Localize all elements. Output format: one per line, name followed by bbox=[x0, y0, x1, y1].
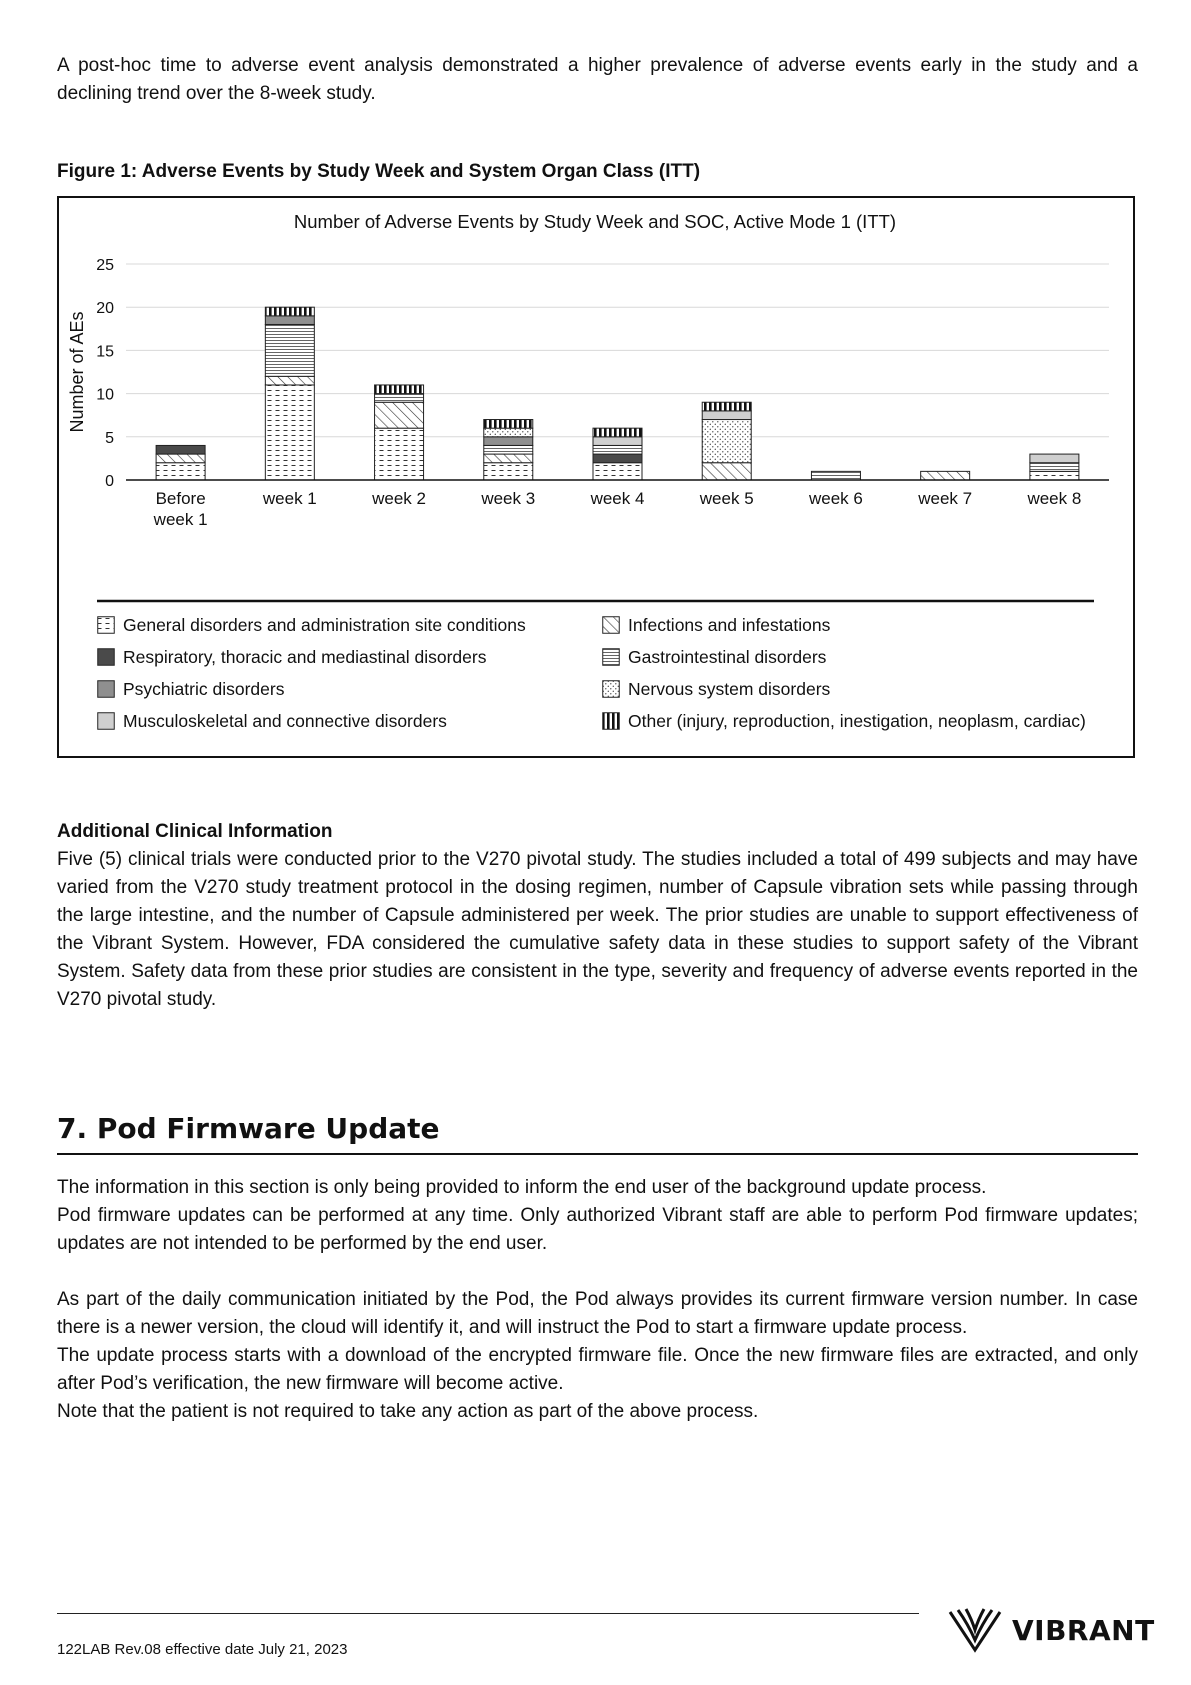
bar-segment bbox=[156, 463, 205, 480]
bar-segment bbox=[702, 411, 751, 420]
legend-item bbox=[97, 646, 602, 668]
bar-segment bbox=[702, 463, 751, 480]
legend-label: Nervous system disorders bbox=[628, 678, 831, 699]
x-tick-label: week 8 bbox=[1027, 489, 1082, 508]
bar-segment bbox=[265, 385, 314, 480]
legend-label: Other (injury, reproduction, inestigation, neoplasm, cardiac) bbox=[628, 710, 1086, 731]
bar-segment bbox=[156, 445, 205, 454]
footer-divider bbox=[57, 1613, 919, 1614]
bar-segment bbox=[702, 420, 751, 463]
legend-label: Infections and infestations bbox=[628, 614, 831, 635]
y-tick-label: 0 bbox=[105, 473, 114, 490]
section-7-p2: Pod firmware updates can be performed at any time. Only authorized Vibrant staff are able to perform Pod firmware updates; updates are not intended to be performed by the end user. bbox=[57, 1205, 1138, 1254]
legend-item bbox=[97, 678, 602, 700]
bar-segment bbox=[593, 437, 642, 446]
legend-label: General disorders and administration site conditions bbox=[123, 614, 526, 635]
bar-segment bbox=[375, 394, 424, 403]
additional-info-heading: Additional Clinical Information bbox=[57, 821, 333, 842]
bar-segment bbox=[375, 428, 424, 480]
bar-segment bbox=[593, 428, 642, 437]
legend-swatch bbox=[97, 712, 115, 730]
x-tick-label: week 6 bbox=[809, 489, 863, 508]
legend-swatch bbox=[97, 648, 115, 666]
bar-segment bbox=[265, 324, 314, 376]
x-tick-label: week 4 bbox=[590, 489, 645, 508]
bar-segment bbox=[484, 454, 533, 463]
chart-legend bbox=[97, 614, 1107, 732]
vibrant-logo-icon bbox=[946, 1606, 1004, 1654]
x-tick-label: week 3 bbox=[481, 489, 536, 508]
figure-1 bbox=[57, 196, 1135, 758]
y-axis-label: Number of AEs bbox=[67, 311, 87, 433]
stacked-bar-chart bbox=[59, 198, 1132, 608]
legend-label: Gastrointestinal disorders bbox=[628, 646, 827, 667]
legend-swatch bbox=[97, 616, 115, 634]
legend-swatch bbox=[602, 616, 620, 634]
bar-segment bbox=[265, 316, 314, 325]
section-7-p3: As part of the daily communication initiated by the Pod, the Pod always provides its current firmware version number. In case there is a newer version, the cloud will identify it, and will instruct the Pod to start a firmware update process. bbox=[57, 1289, 1138, 1338]
y-tick-label: 15 bbox=[96, 343, 114, 361]
x-tick-label: week 1 bbox=[153, 510, 208, 529]
bar-segment bbox=[484, 445, 533, 454]
x-tick-label: week 1 bbox=[262, 489, 317, 508]
legend-item bbox=[602, 646, 1107, 668]
legend-label: Psychiatric disorders bbox=[123, 678, 285, 699]
footer-doc-ref: 122LAB Rev.08 effective date July 21, 2023 bbox=[57, 1641, 348, 1658]
intro-section bbox=[57, 52, 1138, 108]
bar-segment bbox=[375, 385, 424, 394]
y-tick-label: 5 bbox=[105, 429, 114, 447]
y-tick-label: 20 bbox=[96, 300, 114, 318]
bar-segment bbox=[1030, 454, 1079, 463]
bar-segment bbox=[156, 454, 205, 463]
additional-info-paragraph: Five (5) clinical trials were conducted prior to the V270 pivotal study. The studies included a total of 499 subjects and may have varied from the V270 study treatment protocol in the dosing regimen, number of Capsule vibration sets while passing through the large intestine, and the number of Capsule administered per week. The prior studies are unable to support effectiveness of the Vibrant System. However, FDA considered the cumulative safety data in these studies to support safety of the Vibrant System. Safety data from these prior studies are consistent in the type, severity and frequency of adverse events reported in the V270 pivotal study. bbox=[57, 849, 1138, 1010]
y-tick-label: 25 bbox=[96, 257, 114, 274]
legend-label: Musculoskeletal and connective disorders bbox=[123, 710, 447, 731]
logo-text: VIBRANT bbox=[1012, 1613, 1155, 1647]
legend-item bbox=[602, 678, 1107, 700]
chart-title: Number of Adverse Events by Study Week and SOC, Active Mode 1 (ITT) bbox=[293, 211, 897, 232]
bar-segment bbox=[1030, 463, 1079, 472]
section-7-body bbox=[57, 1174, 1138, 1426]
bar-segment bbox=[593, 463, 642, 480]
bar-segment bbox=[811, 471, 860, 480]
legend-label: Respiratory, thoracic and mediastinal disorders bbox=[123, 646, 487, 667]
bar-segment bbox=[702, 402, 751, 411]
legend-swatch bbox=[602, 648, 620, 666]
x-tick-label: week 2 bbox=[372, 489, 426, 508]
x-tick-label: Before bbox=[155, 489, 206, 508]
bar-segment bbox=[593, 445, 642, 454]
x-tick-label: week 5 bbox=[699, 489, 754, 508]
legend-swatch bbox=[97, 680, 115, 698]
x-tick-label: week 7 bbox=[918, 489, 973, 508]
section-7-p1: The information in this section is only being provided to inform the end user of the background update process. bbox=[57, 1177, 987, 1198]
legend-item bbox=[602, 614, 1107, 636]
bar-segment bbox=[1030, 471, 1079, 480]
legend-swatch bbox=[602, 712, 620, 730]
bar-segment bbox=[484, 437, 533, 446]
bar-segment bbox=[593, 454, 642, 463]
vibrant-logo bbox=[946, 1606, 1155, 1654]
additional-info-section bbox=[57, 818, 1138, 1014]
intro-paragraph: A post-hoc time to adverse event analysis demonstrated a higher prevalence of adverse events early in the study and a declining trend over the 8-week study. bbox=[57, 55, 1138, 104]
section-7-p4: The update process starts with a download of the encrypted firmware file. Once the new firmware files are extracted, and only after Pod’s verification, the new firmware will become active. bbox=[57, 1345, 1138, 1394]
bar-segment bbox=[265, 376, 314, 385]
legend-item bbox=[97, 710, 602, 732]
bar-segment bbox=[265, 307, 314, 316]
legend-item bbox=[97, 614, 602, 636]
section-7-p5: Note that the patient is not required to take any action as part of the above process. bbox=[57, 1401, 759, 1422]
legend-item bbox=[602, 710, 1107, 732]
bar-segment bbox=[484, 463, 533, 480]
y-tick-label: 10 bbox=[96, 386, 114, 404]
figure-caption: Figure 1: Adverse Events by Study Week and System Organ Class (ITT) bbox=[57, 161, 701, 182]
bar-segment bbox=[921, 471, 970, 480]
section-7-heading: 7. Pod Firmware Update bbox=[57, 1112, 1138, 1155]
legend-swatch bbox=[602, 680, 620, 698]
bar-segment bbox=[484, 420, 533, 429]
bar-segment bbox=[375, 402, 424, 428]
bar-segment bbox=[484, 428, 533, 437]
